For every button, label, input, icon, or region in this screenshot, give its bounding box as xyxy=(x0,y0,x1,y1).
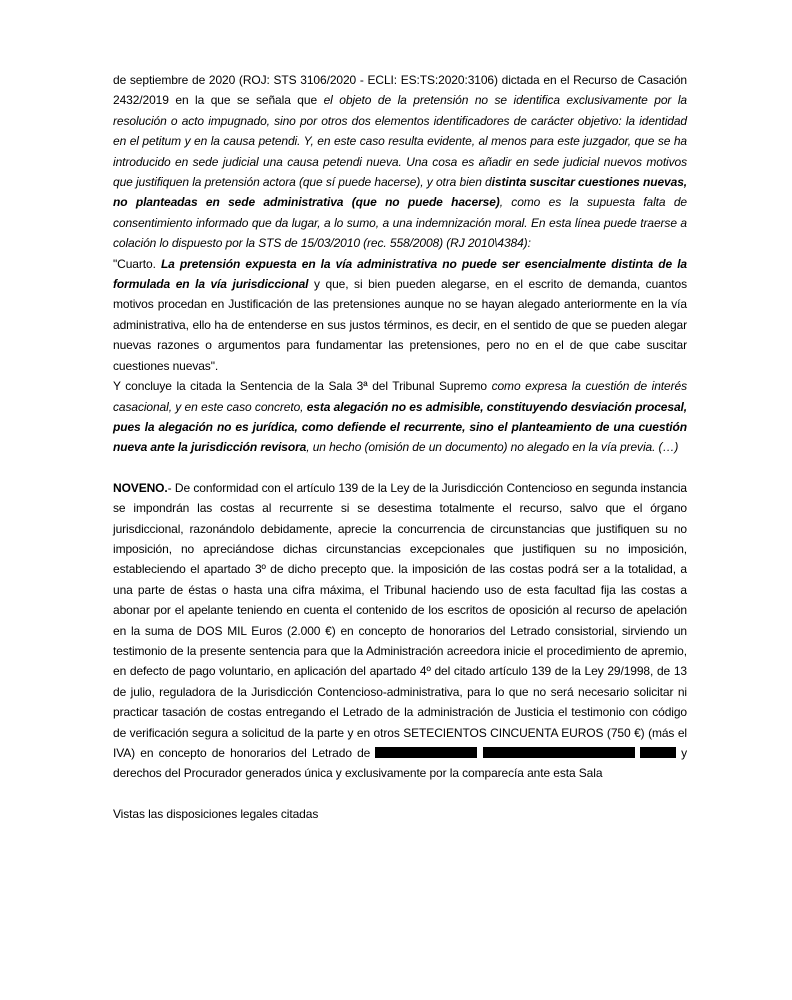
redaction-bar xyxy=(640,747,676,758)
paragraph-citation-intro xyxy=(113,70,687,254)
italic-quote: , como es la supuesta falta de consentimiento informado que da lugar, a lo sumo, a una indemnización moral. En esta línea puede traerse a colación lo dispuesto por la STS de 15/03/2010 (rec. 558/2008) (RJ 2010\4384): xyxy=(113,195,687,251)
paragraph-noveno xyxy=(113,478,687,784)
bold-italic-quote: istinta suscitar cuestiones nuevas, no planteadas en sede administrativa (que no puede hacerse) xyxy=(113,175,687,210)
text-run: y que, si bien pueden alegarse, en el escrito de demanda, cuantos motivos procedan en Justificación de las pretensiones aunque no se hayan alegado anteriormente en la vía administrativa, ello ha de entenderse en sus justos términos, es decir, en el sentido de que se pueden alegar nuevas razones o argumentos para fundamentar las pretensiones, pero no en el de que cabe suscitar cuestiones nuevas". xyxy=(113,277,687,373)
paragraph-cuarto-quote xyxy=(113,254,687,376)
paragraph-conclusion xyxy=(113,376,687,458)
text-run: Y concluye la citada la Sentencia de la Sala 3ª del Tribunal Supremo xyxy=(113,379,492,394)
text-run: de septiembre de 2020 (ROJ: STS 3106/2020 - ECLI: ES:TS:2020:3106) dictada en el Recurso de Casación 2432/2019 en la que se señala que xyxy=(113,73,687,108)
document-page xyxy=(113,70,687,824)
redaction-bar xyxy=(375,747,477,758)
bold-italic-quote: esta alegación no es admisible, constituyendo desviación procesal, pues la alegación no es jurídica, como defiende el recurrente, sino el planteamiento de una cuestión nueva ante la jurisdicción revisora xyxy=(113,399,687,455)
section-heading: NOVENO. xyxy=(113,480,168,495)
italic-quote: el objeto de la pretensión no se identifica exclusivamente por la resolución o acto impugnado, sino por otros dos elementos identificadores de carácter objetivo: la identidad en el petitum y en la causa petendi. Y, en este caso resulta evidente, al menos para este juzgador, que se ha introducido en sede judicial una causa petendi nueva. Una cosa es añadir en sede judicial nuevos motivos que justifiquen la pretensión actora (que sí puede hacerse), y otra bien d xyxy=(113,93,688,190)
italic-quote: como expresa la cuestión de interés casacional, y en este caso concreto, xyxy=(113,379,687,414)
text-run: y derechos del Procurador generados única y exclusivamente por la comparecía ante esta Sala xyxy=(113,746,688,781)
text-run: "Cuarto. xyxy=(113,256,161,271)
redaction-bar xyxy=(483,747,635,758)
text-run: - De conformidad con el artículo 139 de la Ley de la Jurisdicción Contencioso en segunda instancia se impondrán las costas al recurrente si se desestima totalmente el recurso, salvo que el órgano jurisdiccional, razonándolo debidamente, aprecie la concurrencia de circunstancias que justifiquen su no imposición, no apreciándose dichas circunstancias excepcionales que justifiquen su no imposición, estableciendo el apartado 3º de dicho precepto que. la imposición de las costas podrá ser a la totalidad, a una parte de éstas o hasta una cifra máxima, el Tribunal haciendo uso de esta facultad fija las costas a abonar por el apelante teniendo en cuenta el contenido de los escritos de oposición al recurso de apelación en la suma de DOS MIL Euros (2.000 €) en concepto de honorarios del Letrado consistorial, sirviendo un testimonio de la presente sentencia para que la Administración acreedora inicie el procedimiento de apremio, en defecto de pago voluntario, en aplicación del apartado 4º del citado artículo 139 de la Ley 29/1998, de 13 de julio, reguladora de la Jurisdicción Contencioso-administrativa, para lo que no será necesario solicitar ni practicar tasación de costas entregando el Letrado de la administración de Justicia el testimonio con código de verificación segura a solicitud de la parte y en otros SETECIENTOS CINCUENTA EUROS (750 €) (más el IVA) en concepto de honorarios del Letrado de xyxy=(113,480,687,760)
italic-quote: , un hecho (omisión de un documento) no alegado en la vía previa. (…) xyxy=(306,440,679,455)
paragraph-closing: Vistas las disposiciones legales citadas xyxy=(113,806,319,821)
bold-italic-quote: La pretensión expuesta en la vía administrativa no puede ser esencialmente distinta de la formulada en la vía jurisdiccional xyxy=(113,256,687,292)
